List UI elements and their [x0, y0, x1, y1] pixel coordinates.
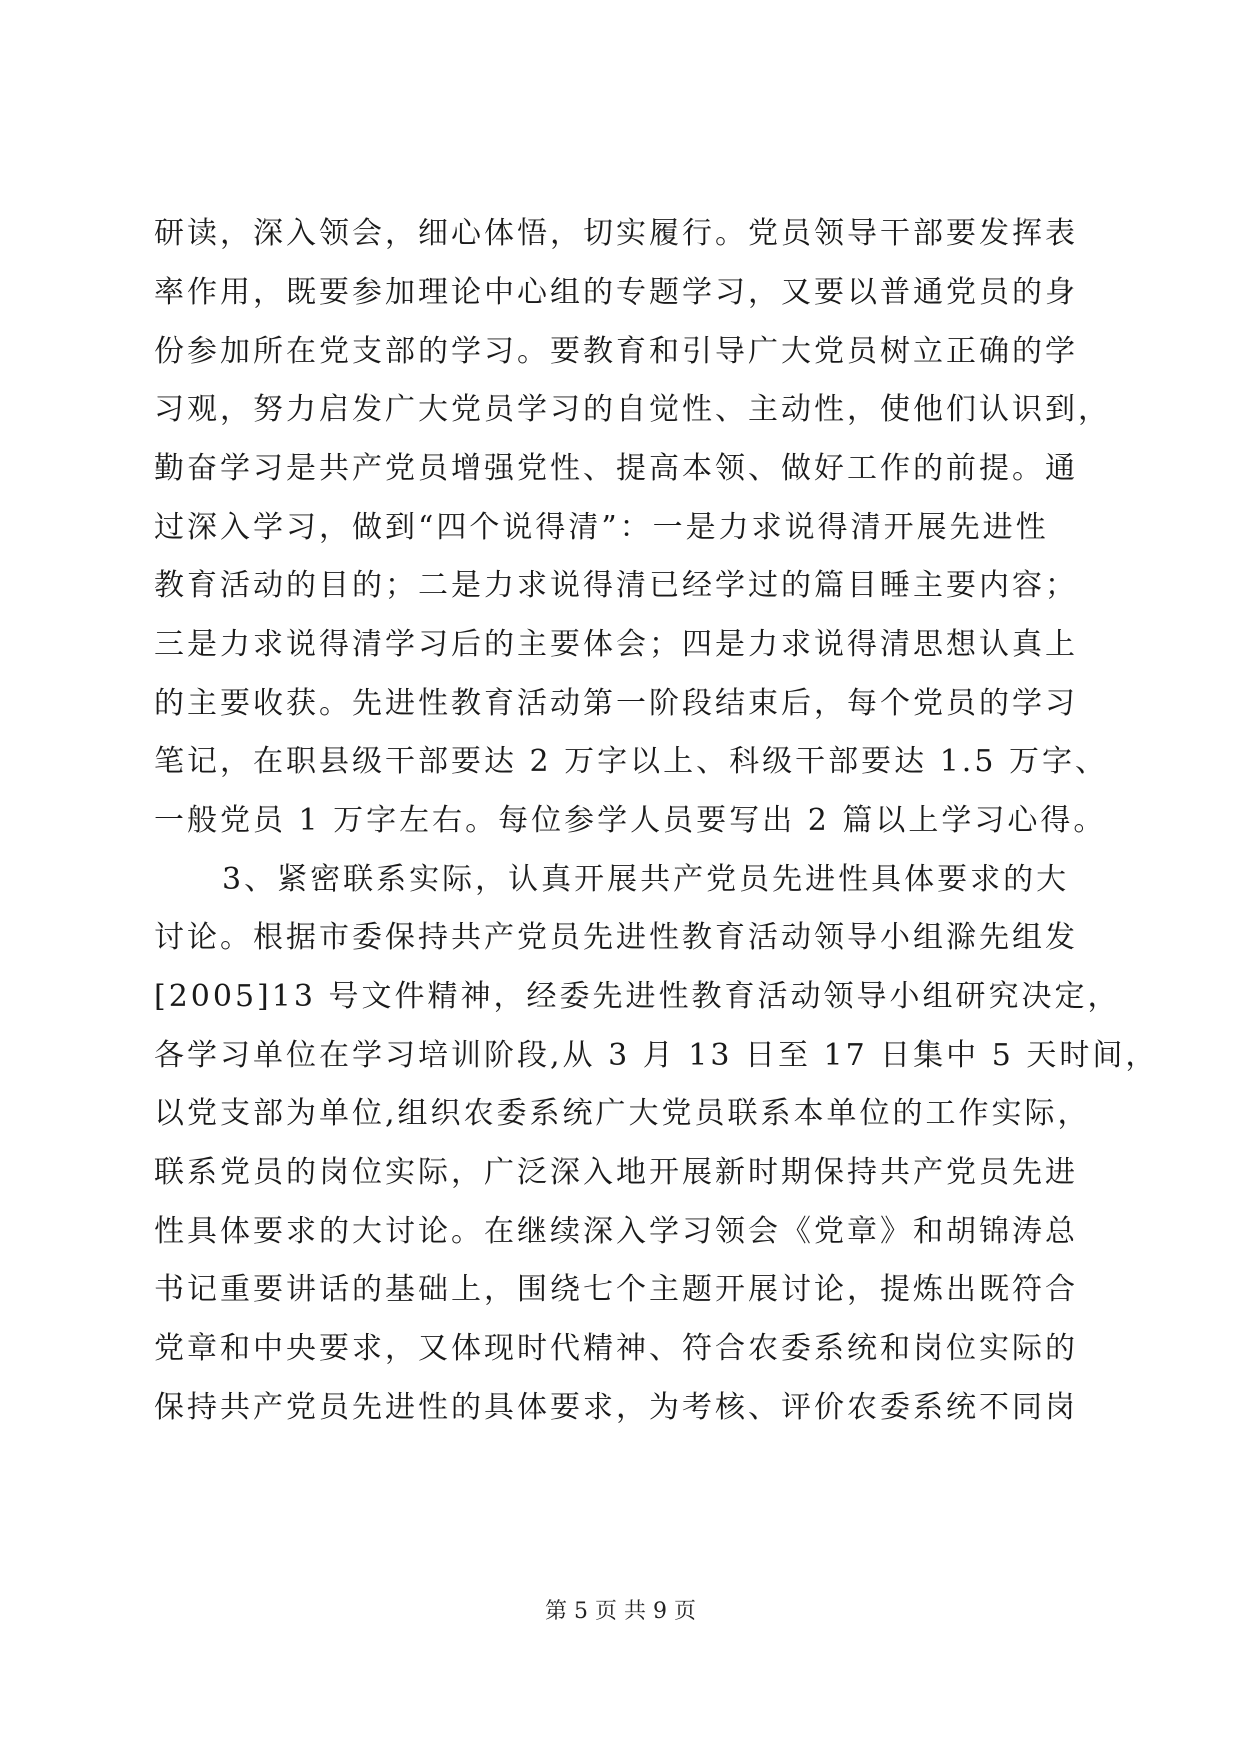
- body-line-19: 书记重要讲话的基础上，围绕七个主题开展讨论，提炼出既符合: [154, 1272, 1078, 1307]
- body-line-7: 教育活动的目的；二是力求说得清已经学过的篇目睡主要内容；: [154, 568, 1078, 603]
- body-line-10: 笔记，在职县级干部要达 2 万字以上、科级干部要达 1.5 万字、: [154, 744, 1108, 779]
- body-line-14: [2005]13 号文件精神，经委先进性教育活动领导小组研究决定，: [154, 979, 1121, 1014]
- body-line-5: 勤奋学习是共产党员增强党性、提高本领、做好工作的前提。通: [154, 451, 1078, 486]
- body-line-4: 习观，努力启发广大党员学习的自觉性、主动性，使他们认识到，: [154, 392, 1111, 427]
- page-number-footer: 第 5 页 共 9 页: [545, 1599, 696, 1624]
- body-line-18: 性具体要求的大讨论。在继续深入学习领会《党章》和胡锦涛总: [154, 1214, 1078, 1249]
- body-line-20: 党章和中央要求，又体现时代精神、符合农委系统和岗位实际的: [154, 1331, 1078, 1366]
- body-line-9: 的主要收获。先进性教育活动第一阶段结束后，每个党员的学习: [154, 686, 1078, 721]
- body-line-13: 讨论。根据市委保持共产党员先进性教育活动领导小组滁先组发: [154, 920, 1078, 955]
- body-line-16: 以党支部为单位,组织农委系统广大党员联系本单位的工作实际，: [154, 1096, 1091, 1131]
- body-line-11: 一般党员 1 万字左右。每位参学人员要写出 2 篇以上学习心得。: [154, 803, 1107, 838]
- body-line-21: 保持共产党员先进性的具体要求，为考核、评价农委系统不同岗: [154, 1390, 1078, 1425]
- body-line-1: 研读，深入领会，细心体悟，切实履行。党员领导干部要发挥表: [154, 216, 1078, 251]
- body-line-17: 联系党员的岗位实际，广泛深入地开展新时期保持共产党员先进: [154, 1155, 1078, 1190]
- body-line-8: 三是力求说得清学习后的主要体会；四是力求说得清思想认真上: [154, 627, 1078, 662]
- body-line-12-paragraph-start: 3、紧密联系实际，认真开展共产党员先进性具体要求的大: [222, 862, 1070, 897]
- body-line-6: 过深入学习，做到“四个说得清”：一是力求说得清开展先进性: [154, 510, 1049, 545]
- body-line-2: 率作用，既要参加理论中心组的专题学习，又要以普通党员的身: [154, 275, 1078, 310]
- body-line-15: 各学习单位在学习培训阶段,从 3 月 13 日至 17 日集中 5 天时间，: [154, 1038, 1159, 1073]
- body-line-3: 份参加所在党支部的学习。要教育和引导广大党员树立正确的学: [154, 334, 1078, 369]
